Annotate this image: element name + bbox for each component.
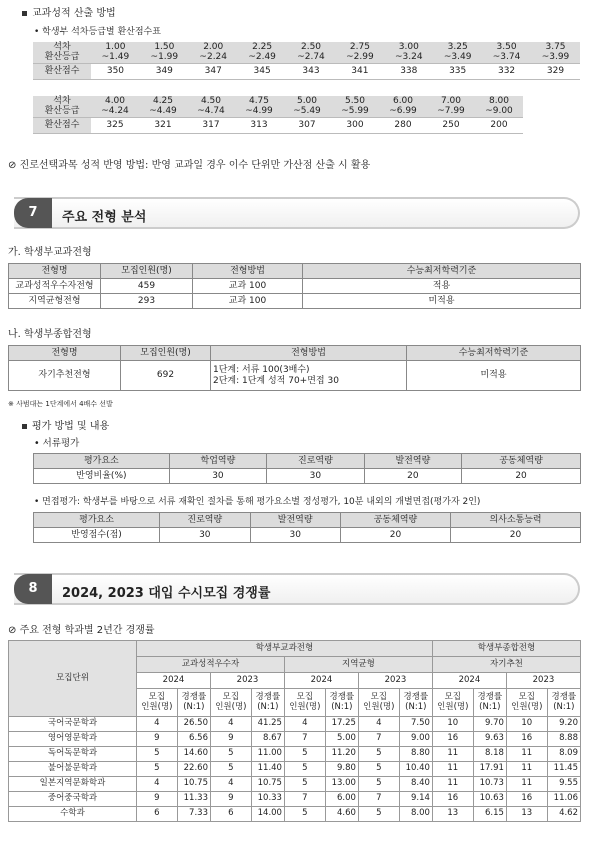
dept-name: 수학과: [9, 807, 137, 822]
data-cell: 11.33: [177, 792, 210, 807]
data-cell: 9: [137, 792, 178, 807]
data-cell: 11: [432, 777, 473, 792]
section-a-title: 가. 학생부교과전형: [8, 247, 92, 258]
year-header: 2023: [506, 673, 580, 689]
data-cell: 7: [358, 732, 399, 747]
grade-cell: 7.00 ~7.99: [427, 96, 475, 117]
data-cell: 6.15: [473, 807, 506, 822]
dept-name: 중어중국학과: [9, 792, 137, 807]
data-cell: 11.00: [251, 747, 284, 762]
score-cell: 335: [433, 63, 482, 79]
link-icon: ⊘: [8, 625, 17, 636]
data-cell: 4: [210, 717, 251, 732]
grade-cell: 6.00 ~6.99: [379, 96, 427, 117]
interview-eval-title: • 면접평가: 학생부를 바탕으로 서류 재확인 절차를 통해 평가요소별 정성평가, 10분 내외의 개별면접(평가자 2인): [34, 497, 481, 507]
data-cell: 13: [506, 807, 547, 822]
data-cell: 7.50: [399, 717, 432, 732]
data-cell: 4: [284, 717, 325, 732]
grade-cell: 3.50 ~3.74: [482, 42, 531, 63]
data-cell: 17.91: [473, 762, 506, 777]
score-cell: 313: [235, 117, 283, 133]
link-icon: ⊘: [8, 160, 17, 171]
grade-cell: 2.25 ~2.49: [238, 42, 287, 63]
col-header: 수능최저학력기준: [303, 264, 581, 279]
score-cell: 317: [187, 117, 235, 133]
section-b-title: 나. 학생부종합전형: [8, 329, 92, 340]
data-cell: 4: [210, 777, 251, 792]
interview-eval-table: 평가요소 진로역량 발전역량 공동체역량 의사소통능력 반영점수(점) 30 30 20 20: [33, 512, 581, 543]
grade-cell: 2.75 ~2.99: [335, 42, 384, 63]
col-header: 경쟁률 (N:1): [325, 689, 358, 717]
data-cell: 13: [432, 807, 473, 822]
year-header: 2023: [210, 673, 284, 689]
data-cell: 14.60: [177, 747, 210, 762]
data-cell: 6: [137, 807, 178, 822]
table-row: [9, 777, 581, 792]
grade-cell: 2.00 ~2.24: [189, 42, 238, 63]
data-cell: 11.45: [547, 762, 580, 777]
score-cell: 329: [531, 63, 580, 79]
grade-cell: 3.75 ~3.99: [531, 42, 580, 63]
data-cell: 9.20: [547, 717, 580, 732]
grade-cell: 1.00 ~1.49: [91, 42, 140, 63]
dept-name: 독어독문학과: [9, 747, 137, 762]
grade-cell: 4.75 ~4.99: [235, 96, 283, 117]
data-cell: 11.40: [251, 762, 284, 777]
competition-table: 모집단위 학생부교과전형 학생부종합전형 교과성적우수자 지역균형 자기추천 2024 2023 2024 2023 2024 2023 모집 인원(명) 경쟁률 (N:1) 모집 인원(명) 경쟁률 (N:1) 모집 인원(명) 경쟁률 (N:1) 모집 인원(명) 경쟁률 (N:1) 모집 인원(명) 경쟁률 (N:1) 모집 인원(명) 경쟁률 (N:1) 국어국문학과 4 26.50 4 41.25 4 17.25 4 7.50 10 9.70 10 9.20 영어영문학과 9 6.56 9 8.67 7 5.00 7 9.00 16 9.63 16 8.88 독어독문학과 5 14.60 5 11.00 5 11.20 5 8.80 11 8.18 11 8.09 불어불문학과 5 22.60 5 11.40 5 9.80 5 10.40 11 17.91 11 11.45 일본지역문화학과 4 10.75 4 10.75 5 13.00 5 8.40 11 10.73 11 9.55 중어중국학과 9 11.33 9 10.33 7 6.00 7 9.14 16 10.63 16 11.06 수학과 6 7.33 6 14.00 5 4.60 5 8.00 13 6.15 13 4.62: [8, 640, 581, 822]
data-cell: 5: [358, 777, 399, 792]
year-header: 2024: [137, 673, 211, 689]
data-cell: 10.63: [473, 792, 506, 807]
data-cell: 8.40: [399, 777, 432, 792]
section-b-note: ※ 사범대는 1단계에서 4배수 선발: [8, 400, 113, 408]
data-cell: 11: [432, 747, 473, 762]
data-cell: 5: [284, 747, 325, 762]
grade-cell: 4.00 ~4.24: [91, 96, 139, 117]
grade-row-label: 석차 환산등급: [33, 96, 91, 117]
data-cell: 11.20: [325, 747, 358, 762]
score-cell: 341: [335, 63, 384, 79]
dept-name: 영어영문학과: [9, 732, 137, 747]
data-cell: 4: [137, 777, 178, 792]
col-header: 모집 인원(명): [432, 689, 473, 717]
score-cell: 343: [287, 63, 336, 79]
col-header: 모집 인원(명): [284, 689, 325, 717]
dept-name: 국어국문학과: [9, 717, 137, 732]
data-cell: 9: [210, 732, 251, 747]
score-cell: 332: [482, 63, 531, 79]
grade-row-label: 석차 환산등급: [33, 42, 91, 63]
data-cell: 11: [506, 777, 547, 792]
group-header: 학생부교과전형: [137, 641, 433, 657]
data-cell: 9.63: [473, 732, 506, 747]
grade-cell: 1.50 ~1.99: [140, 42, 189, 63]
col-header: 전형명: [9, 346, 121, 361]
col-header: 모집 인원(명): [137, 689, 178, 717]
col-header: 모집 인원(명): [358, 689, 399, 717]
section-7-number: 7: [14, 198, 52, 228]
data-cell: 22.60: [177, 762, 210, 777]
data-cell: 16: [506, 732, 547, 747]
grade-cell: 5.50 ~5.99: [331, 96, 379, 117]
section-7-title: 주요 전형 분석: [62, 210, 147, 225]
score-cell: 250: [427, 117, 475, 133]
data-cell: 8.67: [251, 732, 284, 747]
score-cell: 349: [140, 63, 189, 79]
data-cell: 10.75: [177, 777, 210, 792]
col-header: 모집인원(명): [121, 346, 211, 361]
table-row: 지역균형전형 293 교과 100 미적용: [9, 294, 581, 309]
col-header: 모집 인원(명): [210, 689, 251, 717]
data-cell: 5: [210, 762, 251, 777]
section-8-title: 2024, 2023 대입 수시모집 경쟁률: [62, 586, 271, 601]
data-cell: 9.80: [325, 762, 358, 777]
data-cell: 5.00: [325, 732, 358, 747]
grade-section-subtitle: • 학생부 석차등급별 환산점수표: [34, 27, 161, 37]
data-cell: 8.00: [399, 807, 432, 822]
score-cell: 347: [189, 63, 238, 79]
col-header: 수능최저학력기준: [407, 346, 581, 361]
grade-cell: 4.50 ~4.74: [187, 96, 235, 117]
col-header: 경쟁률 (N:1): [177, 689, 210, 717]
data-cell: 5: [137, 747, 178, 762]
data-cell: 9.14: [399, 792, 432, 807]
table-row: 자기추천전형 692 1단계: 서류 100(3배수) 2단계: 1단계 성적 70+면접 30 미적용: [9, 361, 581, 391]
data-cell: 5: [284, 807, 325, 822]
data-cell: 4.60: [325, 807, 358, 822]
year-header: 2023: [358, 673, 432, 689]
data-cell: 5: [210, 747, 251, 762]
data-cell: 5: [358, 762, 399, 777]
data-cell: 4.62: [547, 807, 580, 822]
score-cell: 321: [139, 117, 187, 133]
grade-cell: 8.00 ~9.00: [475, 96, 523, 117]
data-cell: 8.09: [547, 747, 580, 762]
data-cell: 6.00: [325, 792, 358, 807]
section-8-subtitle: ⊘ 주요 전형 학과별 2년간 경쟁률: [8, 625, 155, 636]
score-cell: 338: [384, 63, 433, 79]
grade-table-2: [33, 96, 523, 134]
data-cell: 5: [358, 807, 399, 822]
grade-section-title: 교과성적 산출 방법: [22, 4, 116, 19]
table-a: [8, 263, 581, 309]
score-cell: 345: [238, 63, 287, 79]
grade-cell: 3.25 ~3.49: [433, 42, 482, 63]
data-cell: 5: [284, 777, 325, 792]
group-header: 학생부종합전형: [432, 641, 580, 657]
score-cell: 280: [379, 117, 427, 133]
table-row: [9, 732, 581, 747]
eval-title: 평가 방법 및 내용: [22, 417, 109, 432]
data-cell: 5: [137, 762, 178, 777]
data-cell: 11.06: [547, 792, 580, 807]
col-header: 경쟁률 (N:1): [473, 689, 506, 717]
data-cell: 5: [358, 747, 399, 762]
data-cell: 11: [506, 762, 547, 777]
data-cell: 6.56: [177, 732, 210, 747]
data-cell: 41.25: [251, 717, 284, 732]
data-cell: 10.75: [251, 777, 284, 792]
data-cell: 9: [137, 732, 178, 747]
data-cell: 13.00: [325, 777, 358, 792]
col-header: 모집단위: [9, 641, 137, 717]
data-cell: 4: [358, 717, 399, 732]
table-row: [9, 792, 581, 807]
grade-cell: 5.00 ~5.49: [283, 96, 331, 117]
year-header: 2024: [432, 673, 506, 689]
grade-cell: 2.50 ~2.74: [287, 42, 336, 63]
col-header: 경쟁률 (N:1): [547, 689, 580, 717]
grade-note: ⊘ 진로선택과목 성적 반영 방법: 반영 교과일 경우 이수 단위만 가산점 산출 시 활용: [8, 160, 371, 171]
data-cell: 17.25: [325, 717, 358, 732]
table-row: [9, 747, 581, 762]
table-row: 반영비율(%) 30 30 20 20: [34, 469, 581, 484]
data-cell: 5: [284, 762, 325, 777]
table-row: 교과성적우수자전형 459 교과 100 적용: [9, 279, 581, 294]
data-cell: 8.80: [399, 747, 432, 762]
section-8-number: 8: [14, 574, 52, 604]
data-cell: 9: [210, 792, 251, 807]
score-row-label: 환산점수: [33, 63, 91, 79]
data-cell: 7: [284, 792, 325, 807]
data-cell: 16: [432, 732, 473, 747]
data-cell: 9.55: [547, 777, 580, 792]
col-header: 전형방법: [193, 264, 303, 279]
data-cell: 14.00: [251, 807, 284, 822]
table-b: [8, 345, 581, 391]
data-cell: 9.70: [473, 717, 506, 732]
col-header: 모집 인원(명): [506, 689, 547, 717]
table-row: [9, 762, 581, 777]
data-cell: 10: [432, 717, 473, 732]
col-header: 경쟁률 (N:1): [399, 689, 432, 717]
col-header: 전형방법: [211, 346, 407, 361]
data-cell: 6: [210, 807, 251, 822]
col-header: 전형명: [9, 264, 101, 279]
score-cell: 300: [331, 117, 379, 133]
data-cell: 11: [432, 762, 473, 777]
data-cell: 7.33: [177, 807, 210, 822]
data-cell: 16: [432, 792, 473, 807]
data-cell: 7: [358, 792, 399, 807]
year-header: 2024: [284, 673, 358, 689]
data-cell: 7: [284, 732, 325, 747]
data-cell: 4: [137, 717, 178, 732]
data-cell: 10: [506, 717, 547, 732]
col-header: 모집인원(명): [101, 264, 193, 279]
grade-cell: 3.00 ~3.24: [384, 42, 433, 63]
table-row: 반영점수(점) 30 30 20 20: [34, 528, 581, 543]
data-cell: 8.88: [547, 732, 580, 747]
data-cell: 11: [506, 747, 547, 762]
data-cell: 16: [506, 792, 547, 807]
table-row: [9, 807, 581, 822]
grade-table-1: [33, 42, 580, 80]
grade-cell: 4.25 ~4.49: [139, 96, 187, 117]
score-row-label: 환산점수: [33, 117, 91, 133]
data-cell: 10.33: [251, 792, 284, 807]
data-cell: 10.40: [399, 762, 432, 777]
data-cell: 26.50: [177, 717, 210, 732]
score-cell: 350: [91, 63, 140, 79]
score-cell: 325: [91, 117, 139, 133]
data-cell: 8.18: [473, 747, 506, 762]
data-cell: 9.00: [399, 732, 432, 747]
doc-eval-title: • 서류평가: [34, 438, 80, 449]
dept-name: 불어불문학과: [9, 762, 137, 777]
table-row: [9, 717, 581, 732]
doc-eval-table: 평가요소 학업역량 진로역량 발전역량 공동체역량 반영비율(%) 30 30 20 20: [33, 453, 581, 484]
score-cell: 307: [283, 117, 331, 133]
score-cell: 200: [475, 117, 523, 133]
col-header: 경쟁률 (N:1): [251, 689, 284, 717]
data-cell: 10.73: [473, 777, 506, 792]
dept-name: 일본지역문화학과: [9, 777, 137, 792]
